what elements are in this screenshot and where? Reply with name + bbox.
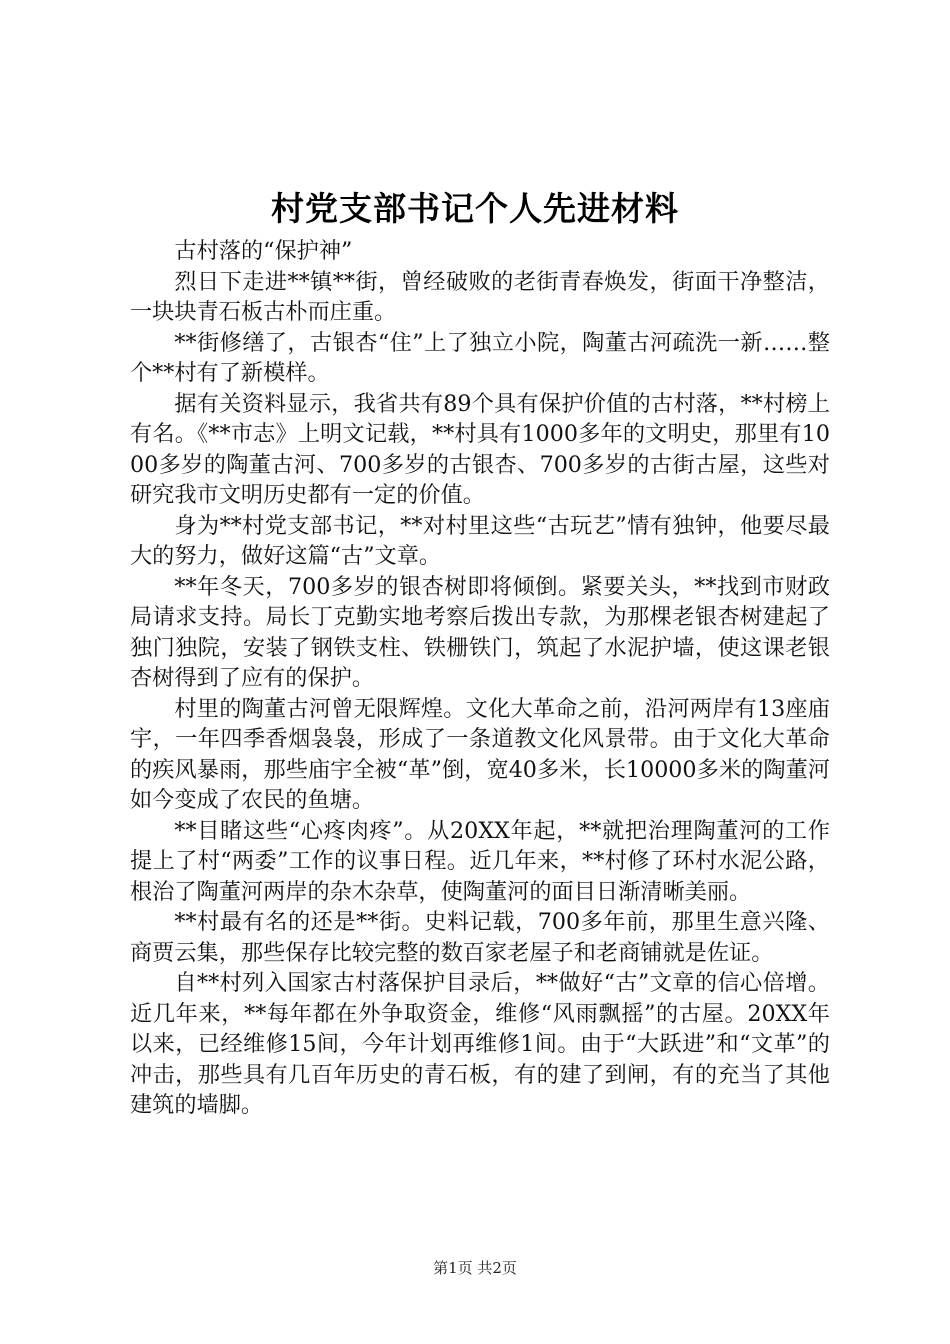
paragraph: 村里的陶董古河曾无限辉煌。文化大革命之前，沿河两岸有13座庙宇，一年四季香烟袅袅，形成了一条道教文化风景带。由于文化大革命的疾风暴雨，那些庙宇全被“革”倒，宽40多米，长10000多米的陶董河如今变成了农民的鱼塘。	[130, 695, 830, 813]
document-body	[130, 236, 830, 1121]
paragraph: **目睹这些“心疼肉疼”。从20XX年起，**就把治理陶董河的工作提上了村“两委”工作的议事日程。近几年来，**村修了环村水泥公路，根治了陶董河两岸的杂木杂草，使陶董河的面目日渐清晰美丽。	[130, 817, 830, 905]
paragraph: 自**村列入国家古村落保护目录后，**做好“古”文章的信心倍增。近几年来，**每年都在外争取资金，维修“风雨飘摇”的古屋。20XX年以来，已经维修15间，今年计划再维修1间。由于“大跃进”和“文革”的冲击，那些具有几百年历史的青石板，有的建了到闸，有的充当了其他建筑的墙脚。	[130, 970, 830, 1118]
paragraph: 据有关资料显示，我省共有89个具有保护价值的古村落，**村榜上有名。《**市志》上明文记载，**村具有1000多年的文明史，那里有1000多岁的陶董古河、700多岁的古银杏、700多岁的古街古屋，这些对研究我市文明历史都有一定的价值。	[130, 390, 830, 508]
paragraph: 烈日下走进**镇**街，曾经破败的老街青春焕发，街面干净整洁，一块块青石板古朴而庄重。	[130, 268, 830, 325]
paragraph: **年冬天，700多岁的银杏树即将倾倒。紧要关头，**找到市财政局请求支持。局长丁克勤实地考察后拨出专款，为那棵老银杏树建起了独门独院，安装了钢铁支柱、铁栅铁门，筑起了水泥护墙，使这课老银杏树得到了应有的保护。	[130, 573, 830, 691]
paragraph-subtitle: 古村落的“保护神”	[174, 238, 353, 264]
paragraph: **街修缮了，古银杏“住”上了独立小院，陶董古河疏洗一新……整个**村有了新模样。	[130, 329, 830, 386]
page-footer: 第1页 共2页	[433, 1259, 517, 1277]
paragraph: **村最有名的还是**街。史料记载，700多年前，那里生意兴隆、商贾云集，那些保存比较完整的数百家老屋子和老商铺就是佐证。	[130, 909, 830, 966]
document-title: 村党支部书记个人先进材料	[271, 189, 679, 228]
paragraph: 身为**村党支部书记，**对村里这些“古玩艺”情有独钟，他要尽最大的努力，做好这篇“古”文章。	[130, 512, 830, 569]
